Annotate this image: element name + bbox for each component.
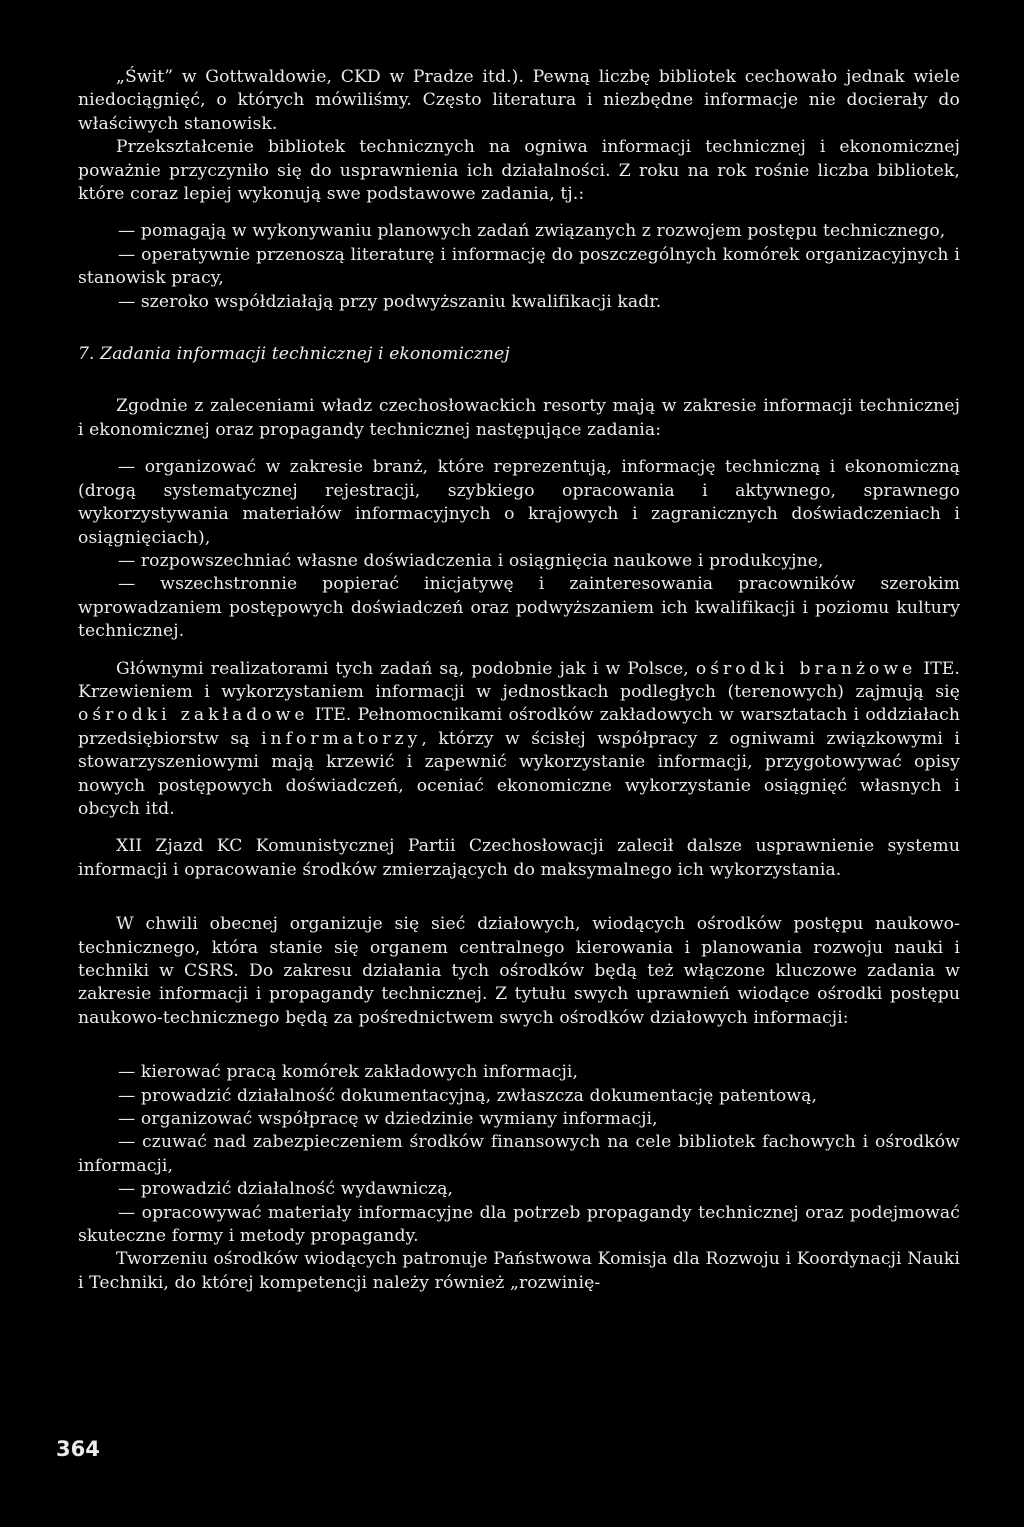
list-item: — wszechstronnie popierać inicjatywę i zainteresowania pracowników szerokim wprowadzaniem postępowych doświadczeń oraz podwyższaniem ich kwalifikacji i poziomu kultury technicznej.	[78, 574, 960, 642]
list-item: — czuwać nad zabezpieczeniem środków finansowych na cele bibliotek fachowych i ośrodków informacji,	[78, 1132, 960, 1176]
list-item: — prowadzić działalność dokumentacyjną, zwłaszcza dokumentację patentową,	[118, 1085, 818, 1106]
list-item: — pomagają w wykonywaniu planowych zadań związanych z rozwojem postępu technicznego,	[118, 221, 946, 242]
spaced-term: ośrodki zakładowe	[78, 705, 309, 726]
list-item: — opracowywać materiały informacyjne dla potrzeb propagandy technicznej oraz podejmować skuteczne formy i metody propagandy.	[78, 1202, 960, 1247]
page-number: 364	[56, 1437, 100, 1461]
section-heading: 7. Zadania informacji technicznej i ekonomicznej	[78, 344, 510, 365]
paragraph-network: W chwili obecnej organizuje się sieć działowych, wiodących ośrodków postępu naukowo-technicznego, która stanie się organem centralnego kierowania i planowania rozwoju nauki i techniki w CSRS. Do zakresu działania tych ośrodków będą też włączone kluczowe zadania w zakresie informacji i propagandy technicznej. Z tytułu swych uprawnień wiodące ośrodki postępu naukowo-technicznego będą za pośrednictwem swych ośrodków działowych informacji:	[78, 914, 960, 1028]
list-item: — prowadzić działalność wydawniczą,	[118, 1179, 454, 1200]
list-center-tasks	[78, 1061, 960, 1248]
list-item: — operatywnie przenoszą literaturę i informację do poszczególnych komórek organizacyjnych i stanowisk pracy,	[78, 244, 960, 289]
list-item: — kierować pracą komórek zakładowych informacji,	[118, 1062, 579, 1083]
list-ministry-tasks	[78, 456, 960, 643]
list-item: — rozpowszechniać własne doświadczenia i osiągnięcia naukowe i produkcyjne,	[118, 550, 824, 571]
paragraph-transformation: Przekształcenie bibliotek technicznych na ogniwa informacji technicznej i ekonomicznej poważnie przyczyniło się do usprawnienia ich działalności. Z roku na rok rośnie liczba bibliotek, które coraz lepiej wykonują swe podstawowe zadania, tj.:	[78, 137, 960, 205]
list-item: — szeroko współdziałają przy podwyższaniu kwalifikacji kadr.	[118, 291, 662, 312]
list-item: — organizować w zakresie branż, które reprezentują, informację techniczną i ekonomiczną (drogą systematycznej rejestracji, szybkiego opracowania i aktywnego, sprawnego wykorzystywania materiałów informacyjnych o krajowych i zagranicznych doświadczeniach i osiągnięciach),	[78, 457, 960, 548]
paragraph-commission: Tworzeniu ośrodków wiodących patronuje Państwowa Komisja dla Rozwoju i Koordynacji Nauki i Techniki, do której kompetencji należy również „rozwinię-	[78, 1249, 960, 1293]
list-library-tasks	[78, 220, 960, 314]
paragraph-implementers: Głównymi realizatorami tych zadań są, podobnie jak i w Polsce, ośrodki branżowe ITE. Krzewieniem i wykorzystaniem informacji w jednostkach podległych (terenowych) zajmują się ośrodki zakładowe ITE. Pełnomocnikami ośrodków zakładowych w warsztatach i oddziałach przedsiębiorstw są informatorzy, którzy w ścisłej współpracy z ogniwami związkowymi i stowarzyszeniowymi mają krzewić i zapewnić wykorzystanie informacji, przygotowywać opisy nowych postępowych doświadczeń, oceniać ekonomiczne wykorzystanie osiągnięć własnych i obcych itd.	[78, 658, 961, 819]
paragraph-congress: XII Zjazd KC Komunistycznej Partii Czechosłowacji zalecił dalsze usprawnienie systemu informacji i opracowanie środków zmierzających do maksymalnego ich wykorzystania.	[78, 836, 960, 880]
paragraph-recommendations: Zgodnie z zaleceniami władz czechosłowackich resorty mają w zakresie informacji technicznej i ekonomicznej oraz propagandy technicznej następujące zadania:	[78, 396, 960, 440]
spaced-term: informatorzy	[261, 728, 422, 749]
list-item: — organizować współpracę w dziedzinie wymiany informacji,	[118, 1109, 658, 1130]
paragraph-intro: „Świt” w Gottwaldowie, CKD w Pradze itd.). Pewną liczbę bibliotek cechowało jednak wiele niedociągnięć, o których mówiliśmy. Często literatura i niezbędne informacje nie docierały do właściwych stanowisk.	[78, 67, 960, 134]
spaced-term: ośrodki branżowe	[695, 658, 917, 679]
document-page	[78, 66, 960, 1295]
